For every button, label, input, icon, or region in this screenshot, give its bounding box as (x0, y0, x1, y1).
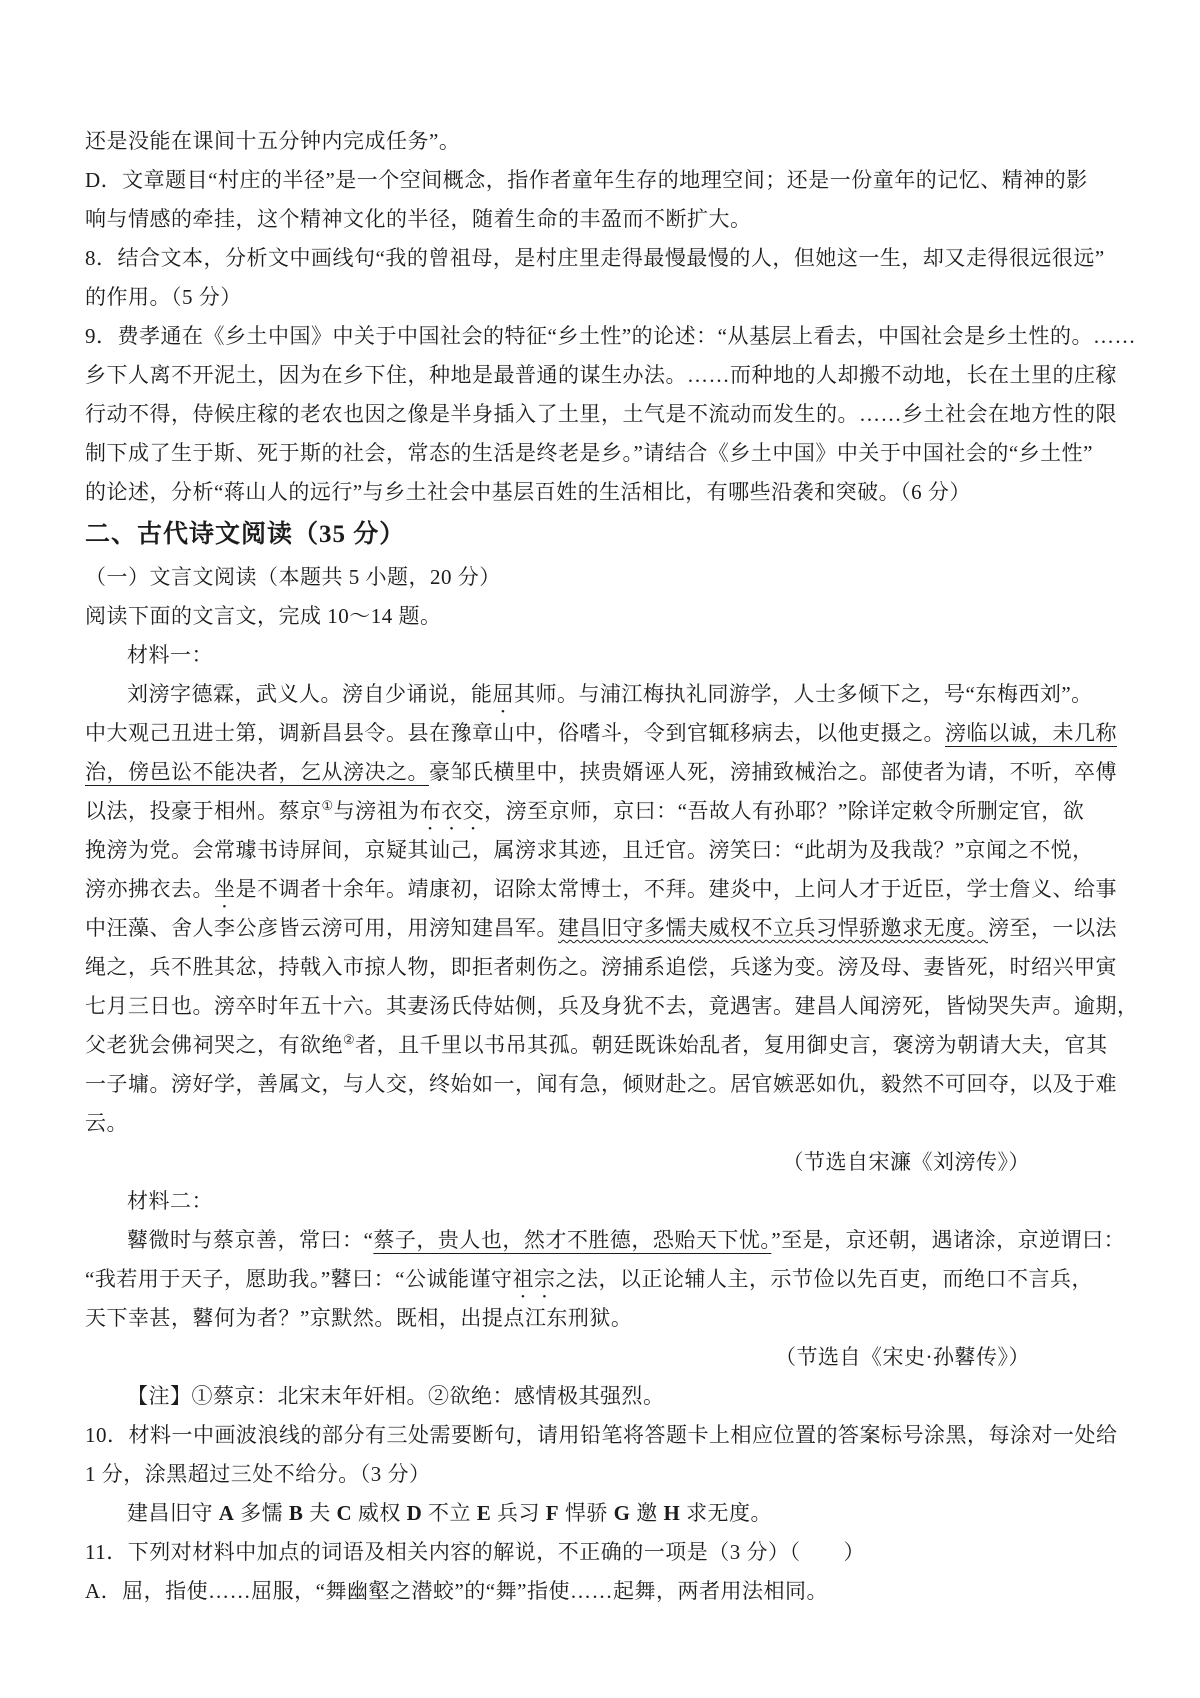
text-segment: A (218, 1501, 235, 1525)
text-segment: 以法，投豪于相州。蔡京 (85, 799, 322, 823)
text-segment: 中大观己丑进士第，调新昌县令。县在豫章山中，俗嗜斗，令到官辄移病去，以他吏摄之。 (85, 721, 945, 745)
text-segment: F (545, 1501, 560, 1525)
material-1-line-3 (85, 753, 1118, 792)
text-segment: 之法，以正论辅人主，示节俭以先百吏，而绝口不言兵， (555, 1267, 1093, 1291)
text-segment: 1 分，涂黑超过三处不给分。（3 分） (85, 1462, 431, 1486)
material-1-line-11 (85, 1065, 1118, 1104)
option-a-line (85, 1572, 1118, 1611)
text-segment: 二、古代诗文阅读（35 分） (85, 521, 406, 548)
text-segment: 响与情感的牵挂，这个精神文化的半径，随着生命的丰盈而不断扩大。 (85, 207, 752, 231)
text-segment: ”至是，京还朝，遇诸涂，京逆谓曰： (771, 1228, 1126, 1252)
material-1-line-5 (85, 831, 1118, 870)
text-segment: 坐 (214, 877, 236, 901)
text-segment: 治，傍邑讼不能决者，乞从滂决之。 (85, 760, 429, 784)
text-segment: 制下成了生于斯、死于斯的社会，常态的生活是终老是乡。”请结合《乡土中国》中关于中国社会的“乡土性” (85, 441, 1093, 465)
text-segment: 豪邹氏横里中，挟贵婿诬人死，滂捕致械治之。部使者为请，不听，卒傅 (429, 760, 1117, 784)
text-segment: 父老犹会佛祠哭之，有欲绝 (85, 1033, 343, 1057)
text-segment: 祖宗 (512, 1267, 556, 1291)
material-1-line-7 (85, 909, 1118, 948)
question-10-line-2 (85, 1455, 1118, 1494)
text-segment: 不立 (422, 1501, 477, 1525)
text-segment: 【注】①蔡京：北宋末年奸相。②欲绝：感情极其强烈。 (127, 1384, 665, 1408)
text-segment: 者，且千里以书吊其孤。朝廷既诛始乱者，复用御史言，褒滂为朝请大夫，官其 (355, 1033, 1108, 1057)
text-segment: H (663, 1501, 681, 1525)
material-1-label (85, 636, 1118, 675)
material-1-line-2 (85, 714, 1118, 753)
text-segment: 建昌旧守多懦夫威权不立兵习悍骄邀求无度。 (558, 916, 988, 940)
text-segment: 夫 (303, 1501, 337, 1525)
text-segment: ，滂至京师，京曰：“吾故人有孙耶？”除详定敕令所删定官，欲 (484, 799, 1085, 823)
question-9-line-2 (85, 356, 1118, 395)
text-segment: 布衣交 (419, 799, 485, 823)
text-segment: 绳之，兵不胜其忿，持戟入市掠人物，即拒者刺伤之。滂捕系追偿，兵遂为变。滂及母、妻皆死，时绍兴甲寅 (85, 955, 1117, 979)
material-2-label (85, 1182, 1118, 1221)
text-segment: 威权 (352, 1501, 407, 1525)
text-segment: 是不调者十余年。靖康初，诏除太常博士，不拜。建炎中，上问人才于近臣，学士詹义、给事 (235, 877, 1117, 901)
material-2-line-3 (85, 1299, 1118, 1338)
subsection-1-heading (85, 558, 1118, 597)
text-segment: 悍骄 (559, 1501, 614, 1525)
text-segment: 鼛微时与蔡京善，常曰：“ (127, 1228, 374, 1252)
note-line (85, 1377, 1118, 1416)
text-segment: 8．结合文本，分析文中画线句“我的曾祖母，是村庄里走得最慢最慢的人，但她这一生，却又走得很远很远” (85, 246, 1105, 270)
text-segment: 屈 (492, 682, 514, 706)
section-2-heading (85, 512, 1118, 558)
text-segment: B (288, 1501, 304, 1525)
material-1-line-6 (85, 870, 1118, 909)
source-citation-2 (85, 1338, 1118, 1377)
option-d-line-2 (85, 200, 1118, 239)
material-1-line-8 (85, 948, 1118, 987)
question-10-line-1 (85, 1416, 1118, 1455)
duanju-options-line (85, 1494, 1118, 1533)
text-segment: 的论述，分析“蒋山人的远行”与乡土社会中基层百姓的生活相比，有哪些沿袭和突破。（6 分） (85, 480, 971, 504)
question-9-line-3 (85, 395, 1118, 434)
text-segment: A．屈，指使……屈服，“舞幽壑之潜蛟”的“舞”指使……起舞，两者用法相同。 (85, 1579, 828, 1603)
text-segment: 滂亦拂衣去。 (85, 877, 214, 901)
text-segment: 11．下列对材料中加点的词语及相关内容的解说，不正确的一项是（3 分）（ ） (85, 1540, 865, 1564)
question-11-stem (85, 1533, 1118, 1572)
material-2-line-1 (85, 1221, 1126, 1260)
reading-instruction (85, 597, 1118, 636)
text-segment: 天下幸甚，鼛何为者？”京默然。既相，出提点江东刑狱。 (85, 1306, 633, 1330)
text-segment: 材料二： (127, 1189, 213, 1213)
footnote-marker: ① (321, 798, 334, 813)
text-segment: 求无度。 (680, 1501, 773, 1525)
text-segment: 9．费孝通在《乡土中国》中关于中国社会的特征“乡土性”的论述：“从基层上看去，中国社会是乡土性的。…… (85, 324, 1136, 348)
text-segment: 还是没能在课间十五分钟内完成任务”。 (85, 129, 461, 153)
text-segment: 滂临以诚，未几称 (945, 721, 1117, 745)
text-segment: 其师。与浦江梅执礼同游学，人士多倾下之，号“东梅西刘”。 (514, 682, 1093, 706)
text-segment: 材料一： (127, 643, 213, 667)
material-1-line-4 (85, 792, 1118, 831)
text-segment: （一）文言文阅读（本题共 5 小题，20 分） (85, 565, 501, 589)
text-segment: D (406, 1501, 423, 1525)
text-segment: 滂至，一以法 (988, 916, 1117, 940)
text-segment: （节选自《宋史·孙鼛传》） (775, 1345, 1030, 1369)
question-9-line-4 (85, 434, 1118, 473)
text-segment: 挽滂为党。会常璩书诗屏间，京疑其讪己，属滂求其迹，且迁官。滂笑曰：“此胡为及我哉？”京闻之不悦， (85, 838, 1094, 862)
material-1-line-1 (85, 675, 1118, 714)
text-segment: 刘滂字德霖，武义人。滂自少诵说，能 (127, 682, 493, 706)
question-8-line-1 (85, 239, 1118, 278)
material-1-line-10 (85, 1026, 1118, 1065)
prev-answer-tail (85, 122, 1118, 161)
text-segment: 一子墉。滂好学，善属文，与人交，终始如一，闻有急，倾财赴之。居官嫉恶如仇，毅然不可回夺，以及于难 (85, 1072, 1117, 1096)
text-segment: 乡下人离不开泥土，因为在乡下住，种地是最普通的谋生办法。……而种地的人却搬不动地，长在土里的庄稼 (85, 363, 1117, 387)
text-segment: 兵习 (491, 1501, 546, 1525)
source-citation-1 (85, 1143, 1118, 1182)
option-d-line-1 (85, 161, 1118, 200)
text-segment: 阅读下面的文言文，完成 10～14 题。 (85, 604, 442, 628)
question-9-line-1 (85, 317, 1136, 356)
text-segment: 与滂祖为 (333, 799, 420, 823)
text-segment: 的作用。（5 分） (85, 285, 242, 309)
text-segment: （节选自宋濂《刘滂传》） (782, 1150, 1030, 1174)
text-segment: 行动不得，侍候庄稼的老农也因之像是半身插入了土里，土气是不流动而发生的。……乡土社会在地方性的限 (85, 402, 1117, 426)
text-segment: 邀 (630, 1501, 664, 1525)
text-segment: 云。 (85, 1111, 128, 1135)
text-segment: 建昌旧守 (127, 1501, 219, 1525)
text-segment: 中汪藻、舍人李公彦皆云滂可用，用滂知建昌军。 (85, 916, 558, 940)
text-segment: E (476, 1501, 492, 1525)
text-segment: 10．材料一中画波浪线的部分有三处需要断句，请用铅笔将答题卡上相应位置的答案标号涂黑，每涂对一处给 (85, 1423, 1118, 1447)
text-segment: 七月三日也。滂卒时年五十六。其妻汤氏侍姑侧，兵及身犹不去，竟遇害。建昌人闻滂死，皆恸哭失声。逾期， (85, 994, 1139, 1018)
text-segment: G (613, 1501, 631, 1525)
material-2-line-2 (85, 1260, 1118, 1299)
text-segment: D．文章题目“村庄的半径”是一个空间概念，指作者童年生存的地理空间；还是一份童年的记忆、精神的影 (85, 168, 1088, 192)
footnote-marker: ② (343, 1032, 356, 1047)
text-segment: “我若用于天子，愿助我。”鼛曰：“公诚能谨守 (85, 1267, 513, 1291)
text-segment: 多懦 (234, 1501, 289, 1525)
text-segment: C (336, 1501, 353, 1525)
question-8-line-2 (85, 278, 1118, 317)
material-1-line-12 (85, 1104, 1118, 1143)
question-9-line-5 (85, 473, 1118, 512)
material-1-line-9 (85, 987, 1139, 1026)
text-segment: 蔡子，贵人也，然才不胜德，恐贻天下忧。 (373, 1228, 772, 1252)
